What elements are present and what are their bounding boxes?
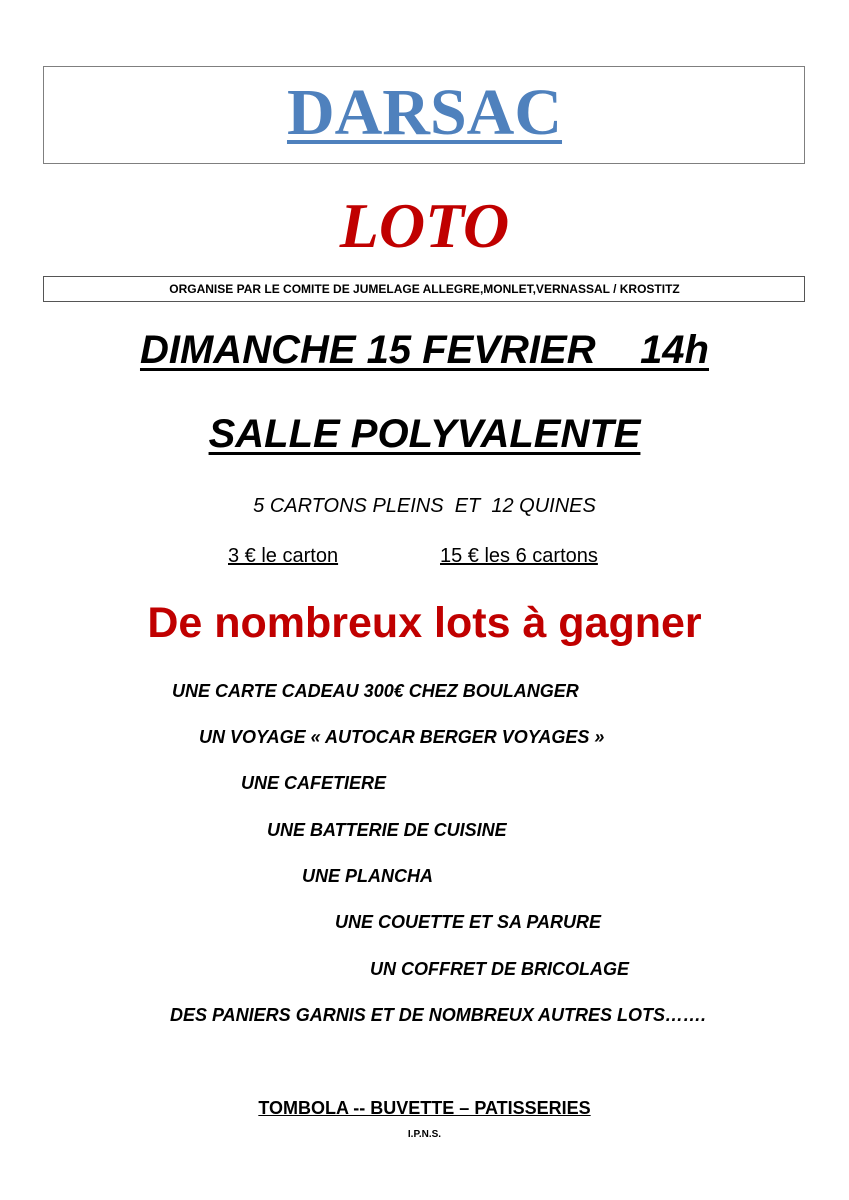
games-summary: 5 CARTONS PLEINS ET 12 QUINES bbox=[253, 495, 596, 517]
prize-item: UNE CAFETIERE bbox=[241, 773, 387, 793]
price-single-card: 3 € le carton bbox=[228, 545, 339, 567]
prize-item: UNE CARTE CADEAU 300€ CHEZ BOULANGER bbox=[172, 681, 579, 701]
event-date-time: DIMANCHE 15 FEVRIER 14h bbox=[139, 328, 709, 372]
prize-item: UNE COUETTE ET SA PARURE bbox=[335, 912, 602, 932]
prize-item: UNE PLANCHA bbox=[302, 866, 434, 886]
footer-extras-text: TOMBOLA -- BUVETTE – PATISSERIES bbox=[258, 1098, 591, 1118]
prize-item: UN VOYAGE « AUTOCAR BERGER VOYAGES » bbox=[199, 727, 605, 747]
ipns-notice: I.P.N.S. bbox=[407, 1129, 442, 1140]
prize-item: DES PANIERS GARNIS ET DE NOMBREUX AUTRES LOTS……. bbox=[170, 1005, 707, 1025]
organizer-text: ORGANISE PAR LE COMITE DE JUMELAGE ALLEGRE,MONLET,VERNASSAL / KROSTITZ bbox=[169, 282, 680, 296]
prize-item: UN COFFRET DE BRICOLAGE bbox=[370, 959, 629, 979]
prize-item: UNE BATTERIE DE CUISINE bbox=[267, 820, 507, 840]
town-title: DARSAC bbox=[286, 76, 563, 149]
prizes-heading: De nombreux lots à gagner bbox=[147, 599, 702, 647]
footer-extras bbox=[0, 1096, 849, 1120]
price-six-cards: 15 € les 6 cartons bbox=[440, 545, 598, 567]
event-title: LOTO bbox=[339, 190, 510, 261]
event-venue: SALLE POLYVALENTE bbox=[208, 412, 641, 456]
